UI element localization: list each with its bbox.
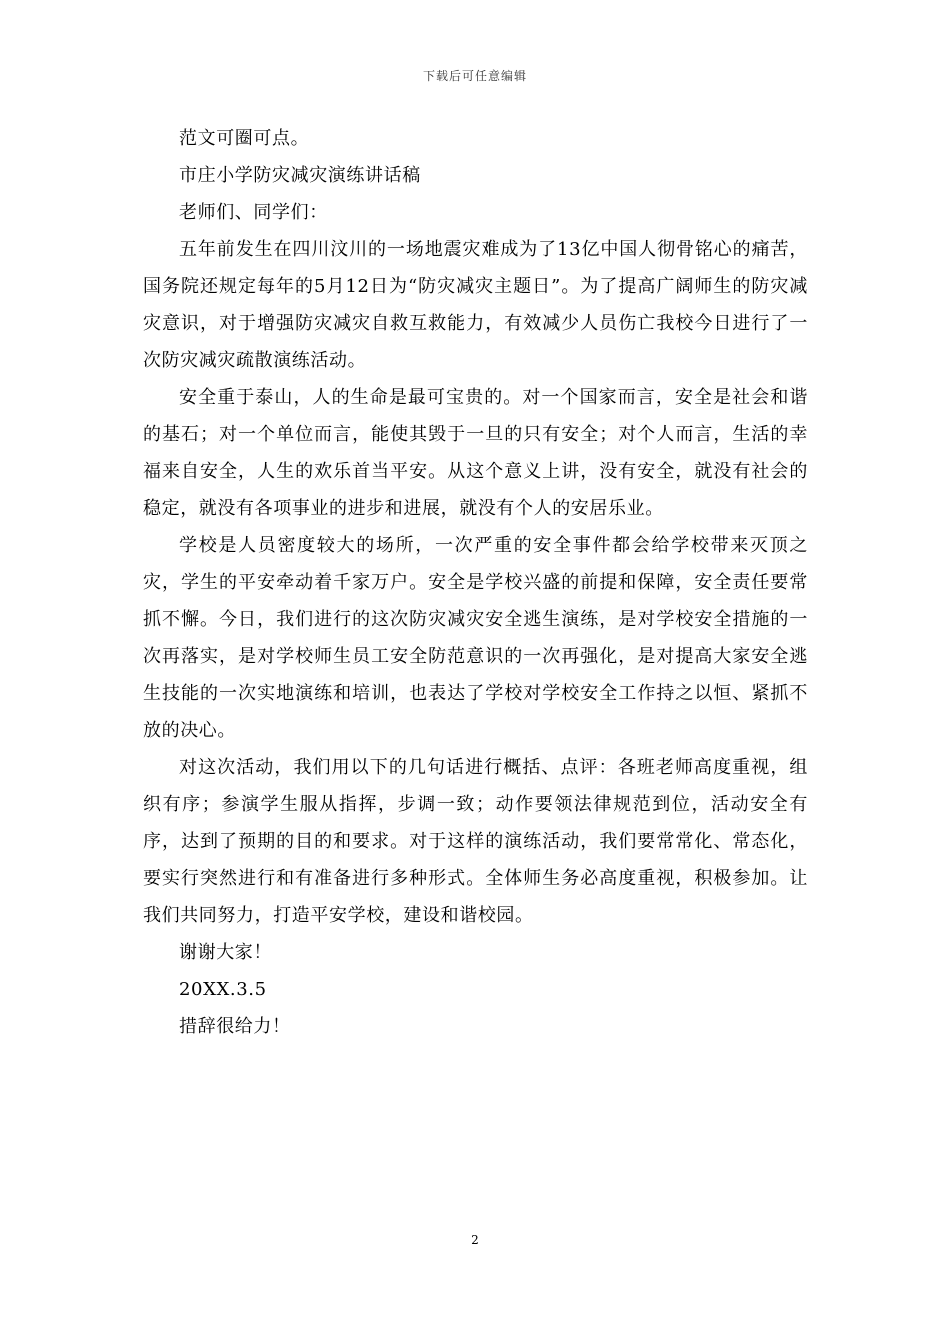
paragraph-4: 对这次活动，我们用以下的几句话进行概括、点评：各班老师高度重视，组织有序；参演学生服从指挥，步调一致；动作要领法律规范到位，活动安全有序，达到了预期的目的和要求。对于这样的演练活动，我们要常常化、常态化，要实行突然进行和有准备进行多种形式。全体师生务必高度重视，积极参加。让我们共同努力，打造平安学校，建设和谐校园。	[143, 757, 808, 926]
greeting: 老师们、同学们：	[179, 202, 328, 223]
paragraph-2: 安全重于泰山，人的生命是最可宝贵的。对一个国家而言，安全是社会和谐的基石；对一个单位而言，能使其毁于一旦的只有安全；对个人而言，生活的幸福来自安全，人生的欢乐首当平安。从这个意义上讲，没有安全，就没有社会的稳定，就没有各项事业的进步和进展，就没有个人的安居乐业。	[143, 387, 808, 519]
page-header-note: 下载后可任意编辑	[422, 69, 527, 83]
paragraph-3: 学校是人员密度较大的场所，一次严重的安全事件都会给学校带来灭顶之灾，学生的平安牵动着千家万户。安全是学校兴盛的前提和保障，安全责任要常抓不懈。今日，我们进行的这次防灾减灾安全逃生演练，是对学校安全措施的一次再落实，是对学校师生员工安全防范意识的一次再强化，是对提高大家安全逃生技能的一次实地演练和培训，也表达了学校对学校安全工作持之以恒、紧抓不放的决心。	[143, 535, 808, 741]
date-line: 20XX.3.5	[179, 979, 267, 1000]
document-title: 市庄小学防灾减灾演练讲话稿	[179, 165, 421, 186]
intro-line: 范文可圈可点。	[179, 128, 310, 149]
page-number: 2	[471, 1233, 479, 1247]
paragraph-1: 五年前发生在四川汶川的一场地震灾难成为了13亿中国人彻骨铭心的痛苦，国务院还规定每年的5月12日为“防灾减灾主题日”。为了提高广阔师生的防灾减灾意识，对于增强防灾减灾自救互救能力，有效减少人员伤亡我校今日进行了一次防灾减灾疏散演练活动。	[143, 239, 808, 371]
thanks-line: 谢谢大家！	[179, 942, 272, 963]
closing-line: 措辞很给力！	[179, 1016, 291, 1037]
document-body	[143, 120, 808, 1045]
